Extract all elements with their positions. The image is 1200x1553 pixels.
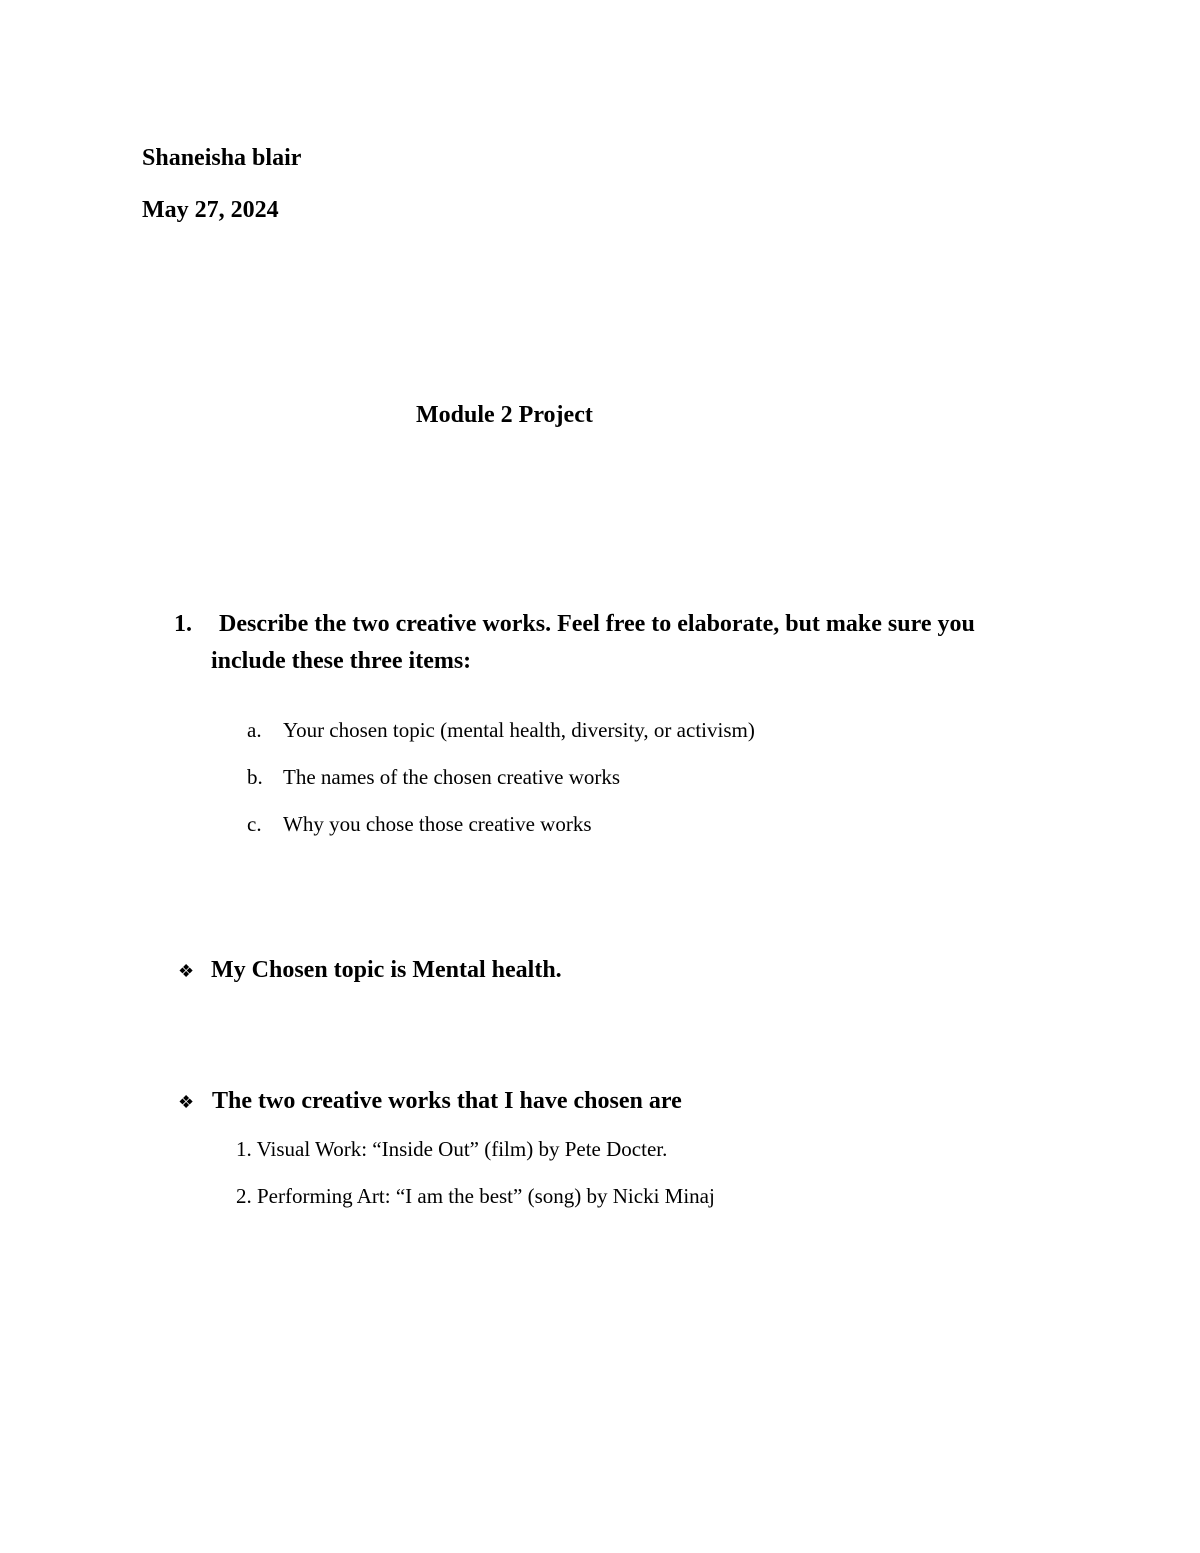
question-number: 1. (174, 611, 192, 637)
sub-item-marker: b. (247, 765, 263, 789)
question-text-line-1: Describe the two creative works. Feel free to elaborate, but make sure you (219, 611, 975, 637)
diamond-bullet-icon: ❖ (178, 1092, 195, 1112)
topic-statement: My Chosen topic is Mental health. (211, 957, 562, 983)
work-item-performing: 2. Performing Art: “I am the best” (song) by Nicki Minaj (236, 1184, 715, 1208)
author-name: Shaneisha blair (142, 145, 302, 171)
works-heading: The two creative works that I have chosen are (212, 1088, 682, 1114)
document-title: Module 2 Project (416, 402, 593, 428)
diamond-bullet-icon: ❖ (178, 961, 195, 981)
sub-item-text: The names of the chosen creative works (283, 765, 621, 789)
sub-item-text: Your chosen topic (mental health, diversity, or activism) (283, 718, 755, 742)
sub-item-text: Why you chose those creative works (283, 812, 592, 836)
work-item-visual: 1. Visual Work: “Inside Out” (film) by Pete Docter. (236, 1137, 668, 1161)
document-date: May 27, 2024 (142, 197, 279, 223)
sub-item-marker: a. (247, 718, 262, 742)
question-text-line-2: include these three items: (211, 648, 472, 674)
sub-item-marker: c. (247, 812, 262, 836)
